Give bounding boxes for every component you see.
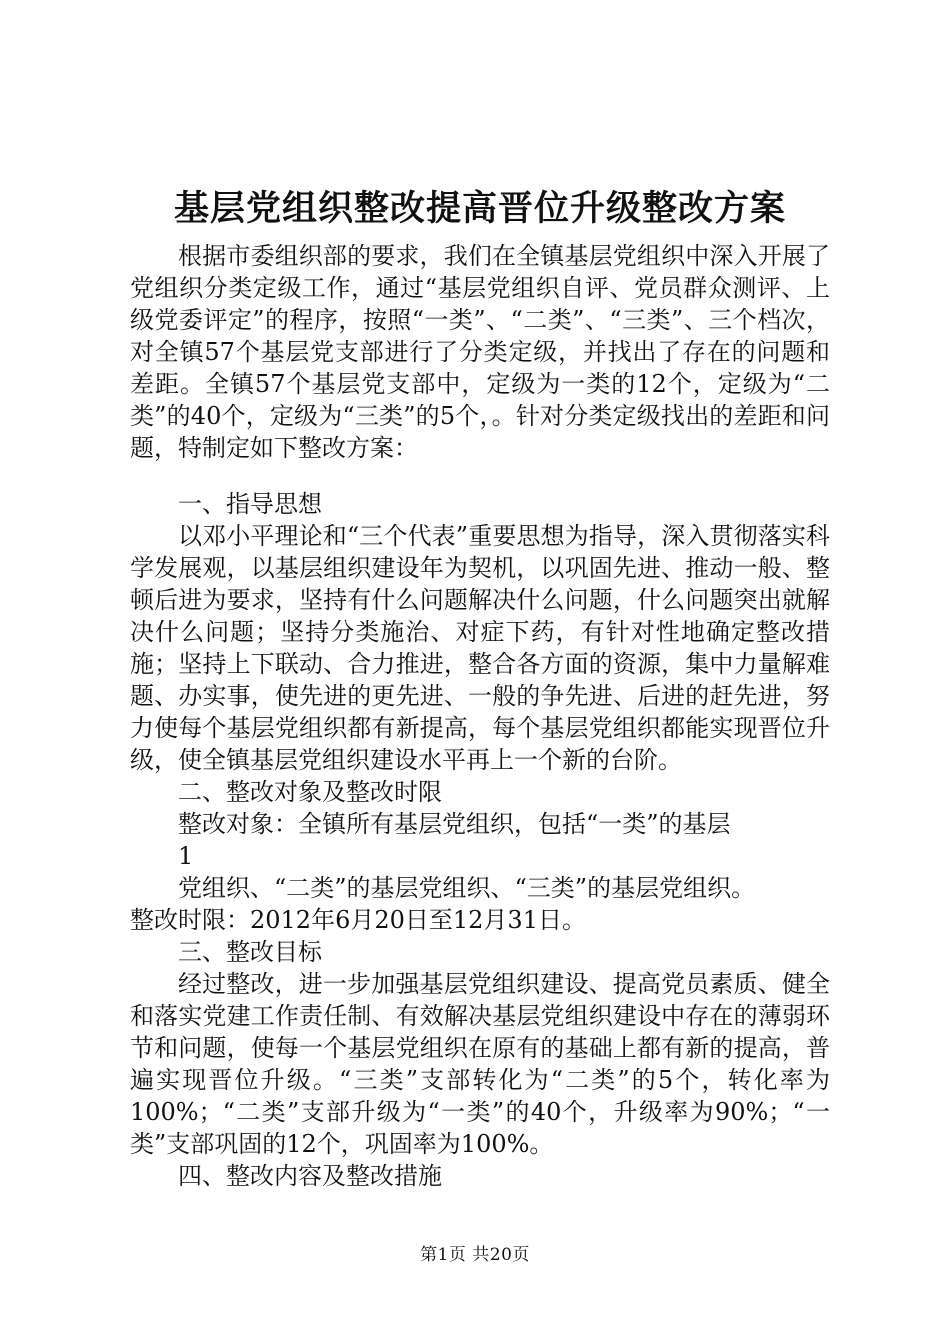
intro-paragraph: 根据市委组织部的要求，我们在全镇基层党组织中深入开展了党组织分类定级工作，通过“基层党组织自评、党员群众测评、上级党委评定”的程序，按照“一类”、“二类”、“三类”、三个档次，对全镇57个基层党支部进行了分类定级，并找出了存在的问题和差距。全镇57个基层党支部中，定级为一类的12个，定级为“二类”的40个，定级为“三类”的5个，。针对分类定级找出的差距和问题，特制定如下整改方案：: [130, 242, 830, 462]
section-heading-content-measures: 四、整改内容及整改措施: [178, 1162, 442, 1190]
deadline-paragraph: 整改时限：2012年6月20日至12月31日。: [130, 906, 586, 934]
page-footer: 第1页 共20页: [420, 1245, 530, 1265]
guiding-ideology-paragraph: 以邓小平理论和“三个代表”重要思想为指导，深入贯彻落实科学发展观，以基层组织建设年为契机，以巩固先进、推动一般、整顿后进为要求，坚持有什么问题解决什么问题，什么问题突出就解决什么问题；坚持分类施治、对症下药，有针对性地确定整改措施；坚持上下联动、合力推进，整合各方面的资源，集中力量解难题、办实事，使先进的更先进、一般的争先进、后进的赶先进，努力使每个基层党组织都有新提高，每个基层党组织都能实现晋位升级，使全镇基层党组织建设水平再上一个新的台阶。: [130, 522, 830, 774]
targets-paragraph-part2: 党组织、“二类”的基层党组织、“三类”的基层党组织。: [178, 874, 756, 902]
section-heading-guiding-ideology: 一、指导思想: [178, 490, 322, 518]
targets-paragraph-part1: 整改对象：全镇所有基层党组织，包括“一类”的基层: [178, 810, 731, 838]
document-title: 基层党组织整改提高晋位升级整改方案: [173, 188, 786, 229]
section-heading-targets-deadline: 二、整改对象及整改时限: [178, 778, 442, 806]
page-marker: 1: [178, 842, 194, 870]
goals-paragraph: 经过整改，进一步加强基层党组织建设、提高党员素质、健全和落实党建工作责任制、有效解决基层党组织建设中存在的薄弱环节和问题，使每一个基层党组织在原有的基础上都有新的提高，普遍实现晋位升级。“三类”支部转化为“二类”的5个，转化率为100%；“二类”支部升级为“一类”的40个，升级率为90%；“一类”支部巩固的12个，巩固率为100%。: [130, 970, 830, 1158]
section-heading-goals: 三、整改目标: [178, 938, 322, 966]
document-page: [130, 180, 830, 1192]
